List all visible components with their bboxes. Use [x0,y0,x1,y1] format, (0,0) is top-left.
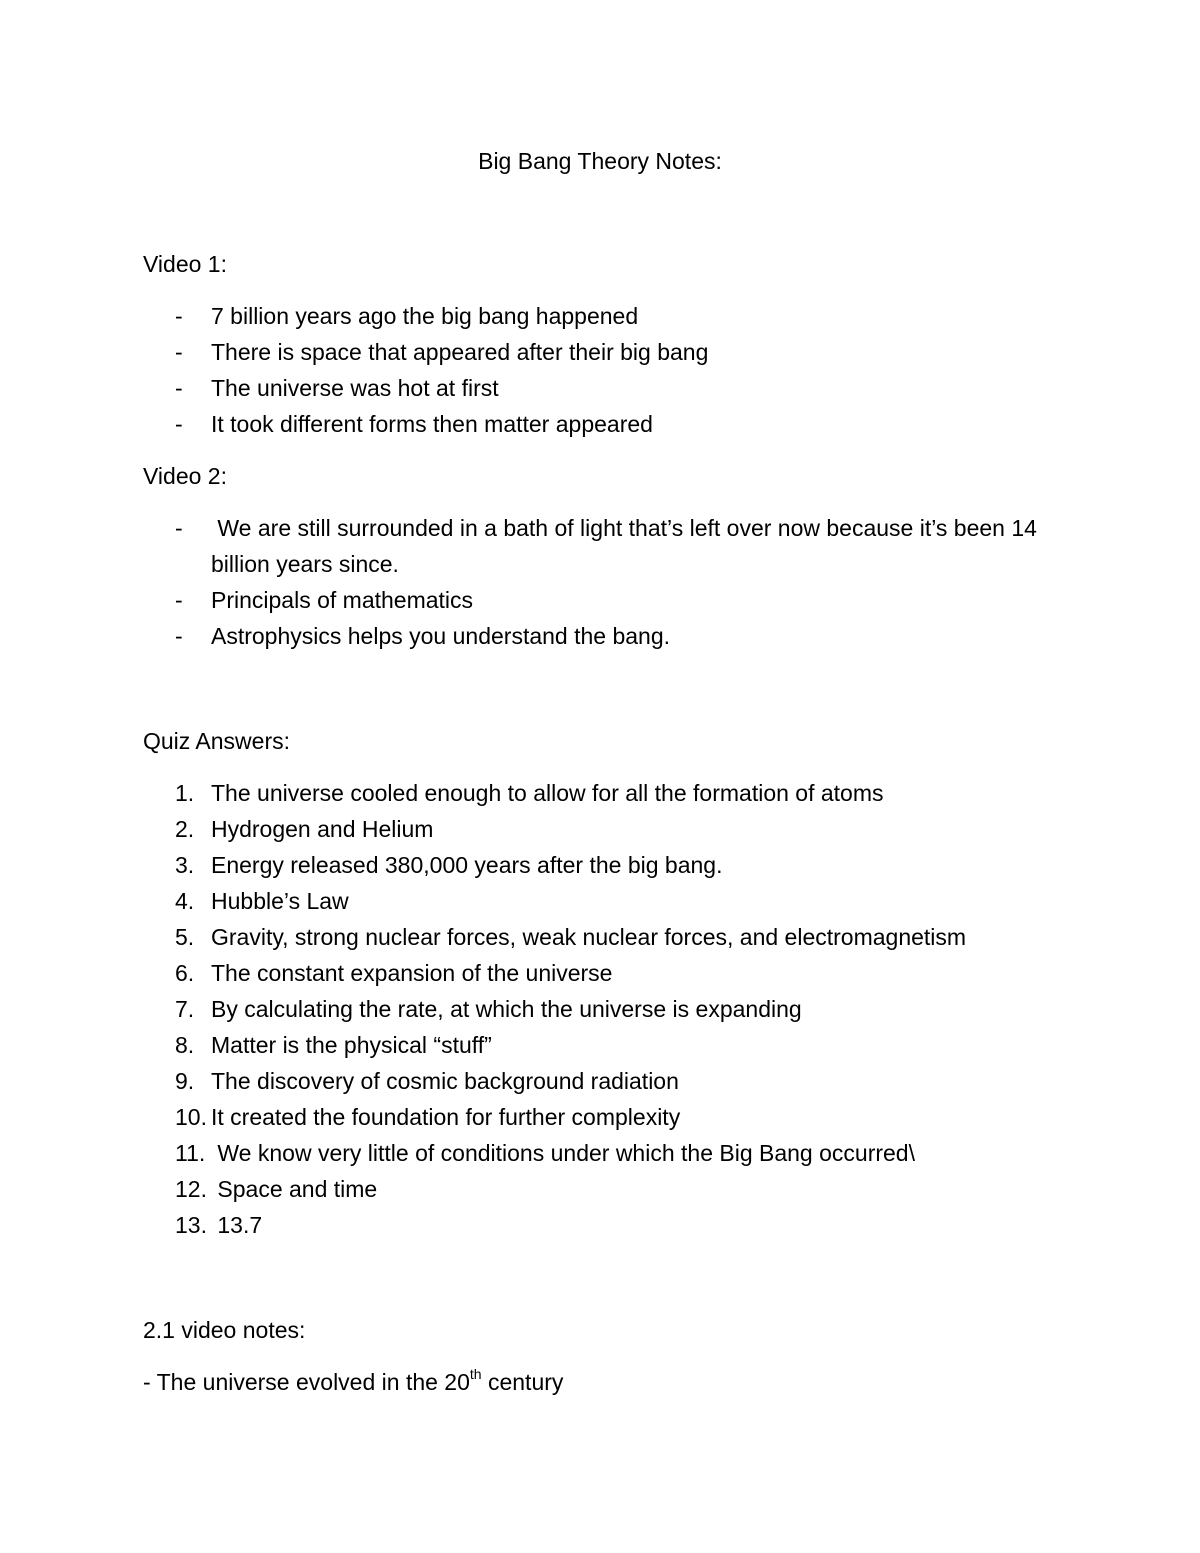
number-marker: 8. [175,1032,195,1058]
list-item: 1. The universe cooled enough to allow for all the formation of atoms [143,775,1063,811]
list-item: 7. By calculating the rate, at which the universe is expanding [143,991,1063,1027]
list-item: 9. The discovery of cosmic background radiation [143,1063,1063,1099]
video1-list [143,298,1063,442]
list-item: - It took different forms then matter appeared [143,406,1063,442]
list-item: 3. Energy released 380,000 years after the big bang. [143,847,1063,883]
number-marker: 10. [175,1104,207,1130]
number-marker: 4. [175,888,195,914]
document-title: Big Bang Theory Notes: [478,148,722,174]
list-item: 8. Matter is the physical “stuff” [143,1027,1063,1063]
list-item: 10. It created the foundation for further complexity [143,1099,1063,1135]
dash-marker: - [175,303,183,329]
number-marker: 1. [175,780,195,806]
video1-section [143,246,1063,442]
video2-heading: Video 2: [143,463,227,489]
number-marker: 12. [175,1176,207,1202]
number-marker: 7. [175,996,195,1022]
list-item: 13. 13.7 [143,1207,1063,1243]
list-item: 6. The constant expansion of the universe [143,955,1063,991]
list-item: 12. Space and time [143,1171,1063,1207]
video2-section [143,458,1063,654]
list-item: 4. Hubble’s Law [143,883,1063,919]
number-marker: 2. [175,816,195,842]
dash-marker: - [175,411,183,437]
video1-heading: Video 1: [143,251,227,277]
number-marker: 3. [175,852,195,878]
list-item: - Astrophysics helps you understand the bang. [143,618,1063,654]
list-item: - The universe was hot at first [143,370,1063,406]
dash-marker: - [175,515,183,541]
number-marker: 6. [175,960,195,986]
list-item: - Principals of mathematics [143,582,1063,618]
dash-marker: - [175,339,183,365]
notes21-section [143,1312,1063,1400]
number-marker: 9. [175,1068,195,1094]
list-item: 5. Gravity, strong nuclear forces, weak nuclear forces, and electromagnetism [143,919,1063,955]
list-item: 11. We know very little of conditions under which the Big Bang occurred\ [143,1135,1063,1171]
dash-marker: - [175,623,183,649]
list-item: 2. Hydrogen and Helium [143,811,1063,847]
quiz-list [143,775,1063,1243]
dash-marker: - [175,587,183,613]
number-marker: 5. [175,924,195,950]
number-marker: 11. [175,1140,206,1166]
video2-list [143,510,1063,654]
dash-marker: - [175,375,183,401]
quiz-section [143,723,1063,1243]
list-item: - 7 billion years ago the big bang happened [143,298,1063,334]
notes21-line: - The universe evolved in the 20th century [143,1366,564,1395]
list-item: - We are still surrounded in a bath of light that’s left over now because it’s been 14 billion years since. [143,510,1063,582]
list-item: - There is space that appeared after their big bang [143,334,1063,370]
number-marker: 13. [175,1212,207,1238]
quiz-heading: Quiz Answers: [143,728,290,754]
notes21-heading: 2.1 video notes: [143,1317,306,1343]
